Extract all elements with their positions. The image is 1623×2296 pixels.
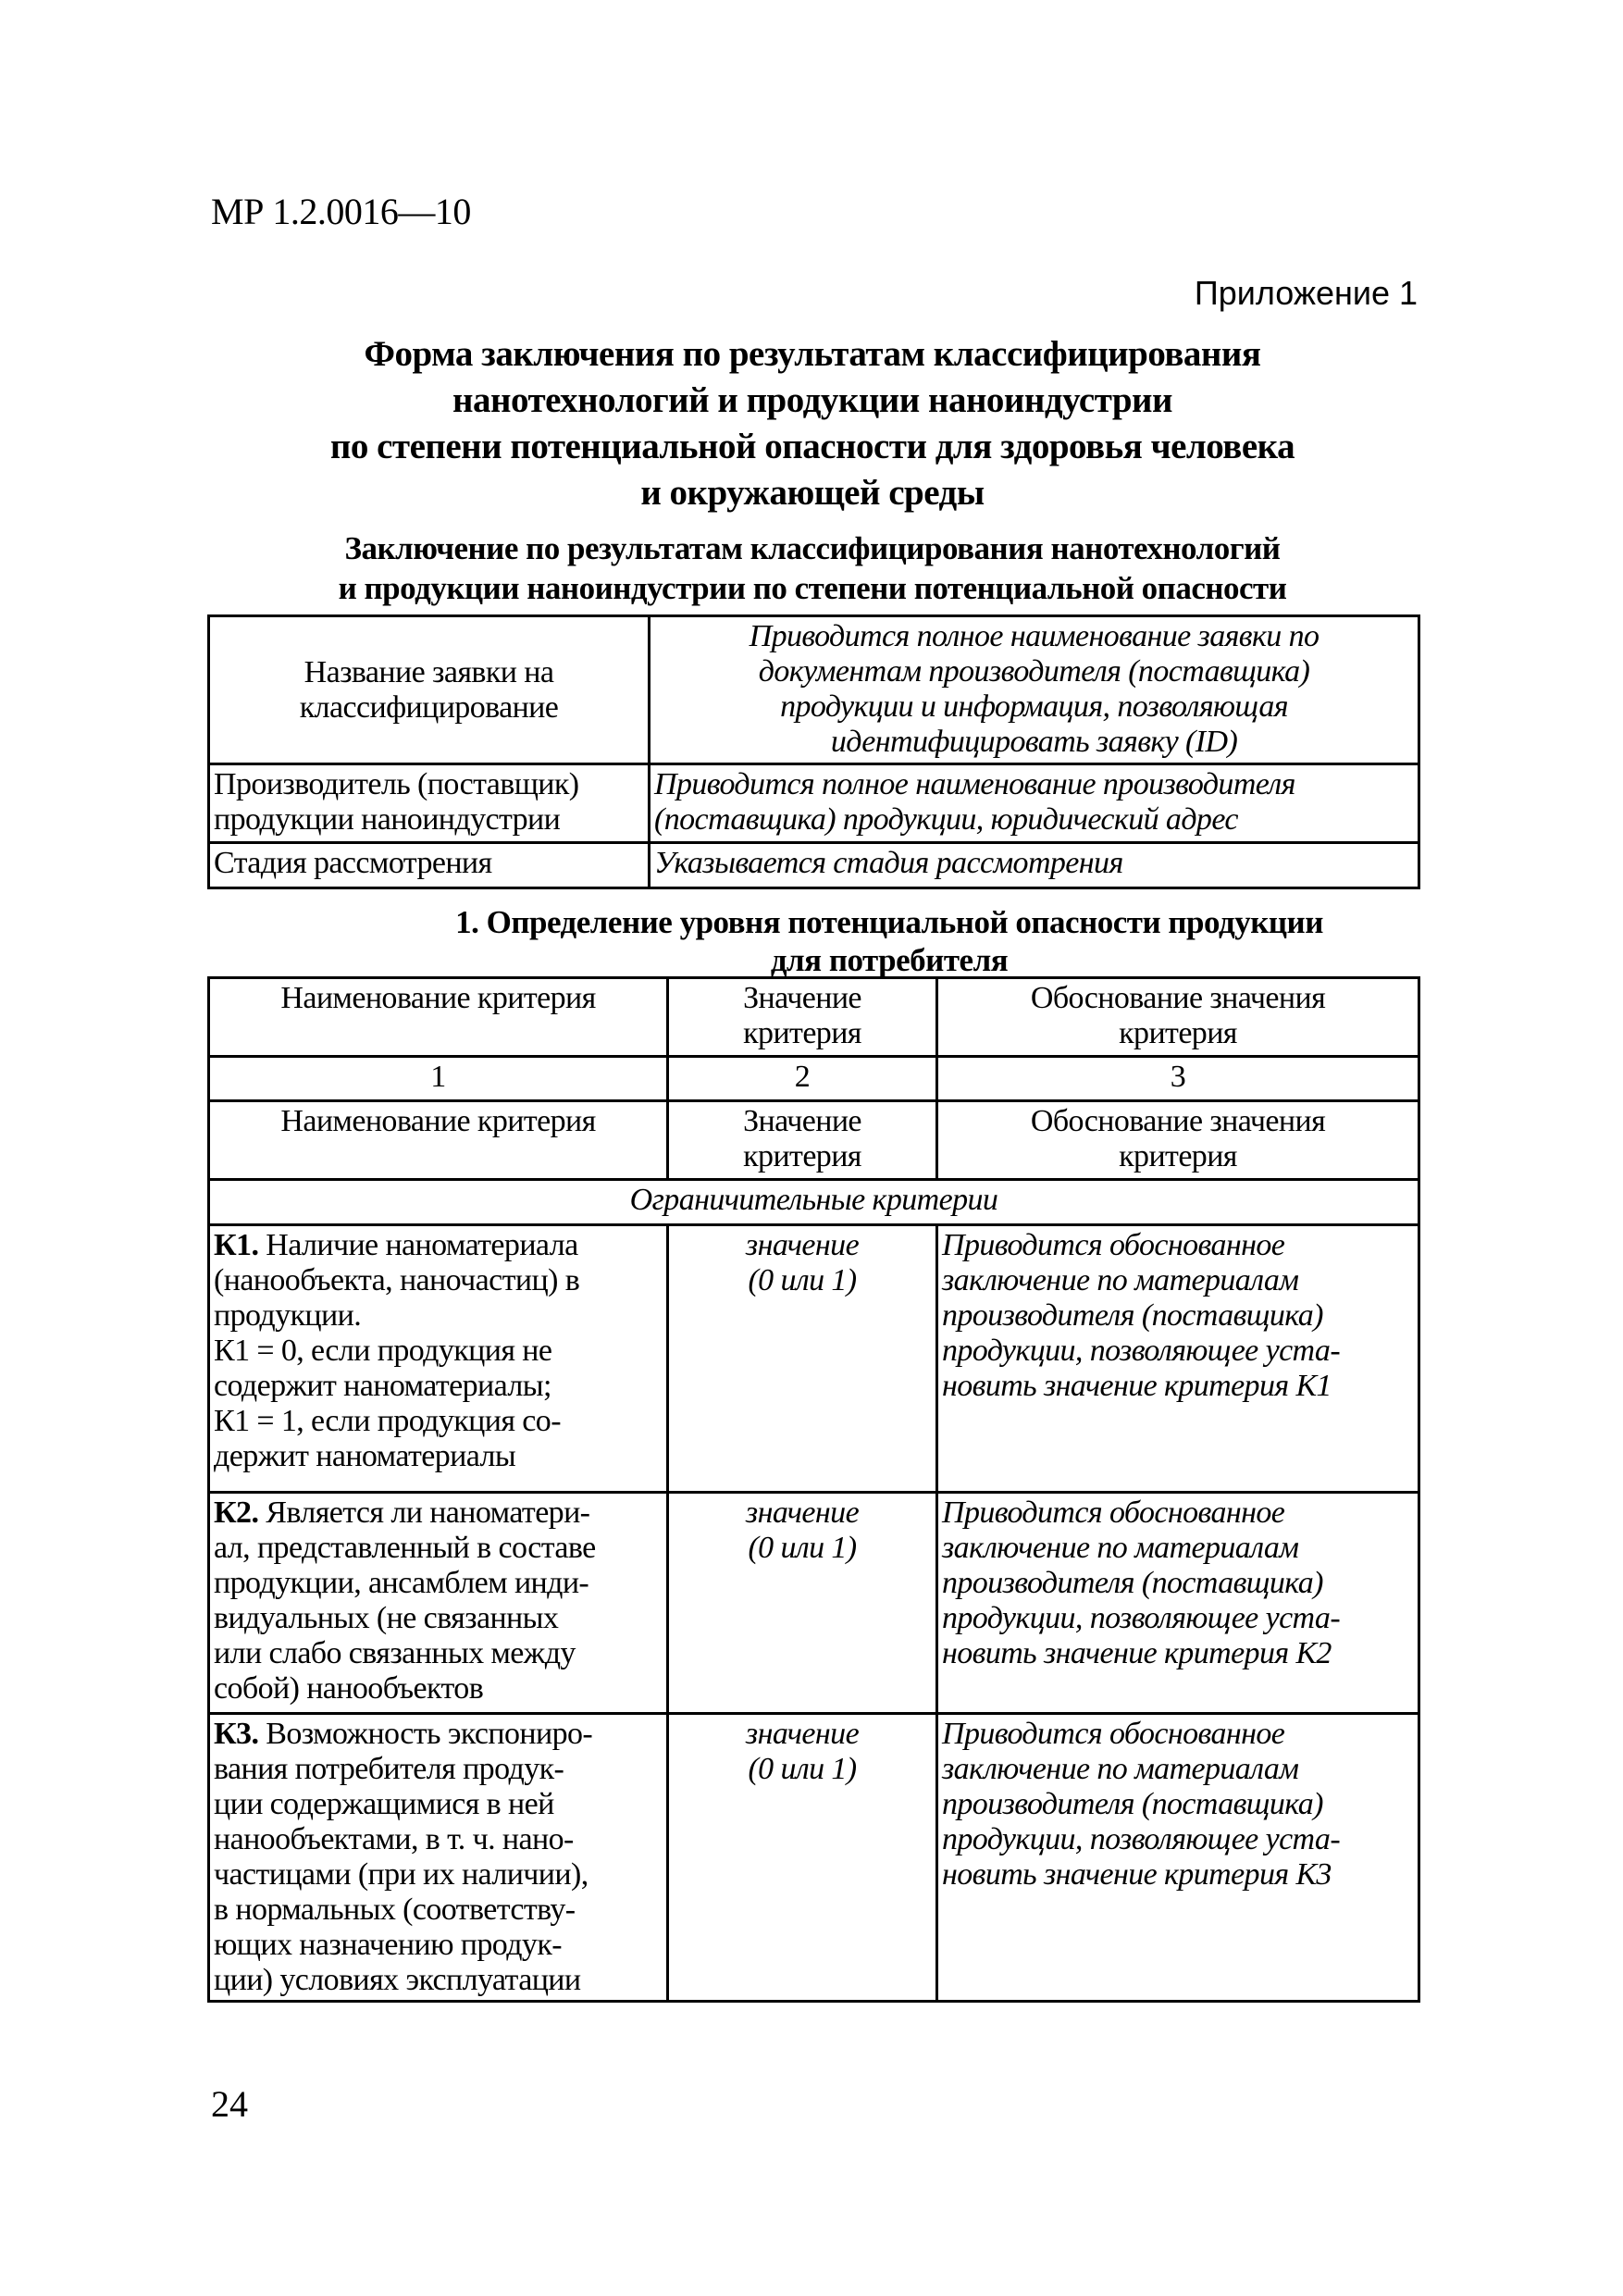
criterion-code: К1. (214, 1228, 259, 1262)
info-value: Приводится полное наименование производителя (поставщика) продукции, юридический адрес (650, 764, 1419, 843)
header-row (209, 978, 1419, 1057)
table-row (209, 764, 1419, 843)
column-header: Обоснование значения критерия (937, 1101, 1419, 1180)
info-label: Производитель (поставщик) продукции наноиндустрии (209, 764, 650, 843)
column-header: Обоснование значения критерия (937, 978, 1419, 1057)
criterion-value: значение (0 или 1) (668, 1225, 937, 1493)
criterion-name (209, 1493, 668, 1714)
column-number: 3 (937, 1057, 1419, 1101)
header-row-repeat (209, 1101, 1419, 1180)
column-header: Наименование критерия (209, 1101, 668, 1180)
column-header: Значение критерия (668, 978, 937, 1057)
info-value: Приводится полное наименование заявки по документам производителя (поставщика) продукции и информация, позволяющая идентифицировать заявку (ID) (650, 616, 1419, 764)
criterion-code: К2. (214, 1496, 259, 1530)
criterion-text: Возможность экспониро- вания потребителя продук- ции содержащимися в ней нанообъектами, в т. ч. нано- частицами (при их наличии), в нормальных (соответству- ющих назначению продук- ции) условиях эксплуатации (214, 1717, 593, 1997)
column-number: 2 (668, 1057, 937, 1101)
criterion-value: значение (0 или 1) (668, 1714, 937, 2002)
column-number: 1 (209, 1057, 668, 1101)
criterion-justification: Приводится обоснованное заключение по материалам производителя (поставщика) продукции, позволяющее уста- новить значение критерия К2 (937, 1493, 1419, 1714)
criterion-justification: Приводится обоснованное заключение по материалам производителя (поставщика) продукции, позволяющее уста- новить значение критерия К1 (937, 1225, 1419, 1493)
conclusion-subtitle: Заключение по результатам классифицирования нанотехнологий и продукции наноиндустрии по степени потенциальной опасности (338, 530, 1287, 606)
table-row (209, 843, 1419, 888)
criterion-code: К3. (214, 1717, 259, 1751)
group-row (209, 1180, 1419, 1225)
section-heading: 1. Определение уровня потенциальной опасности продукции для потребителя (455, 904, 1323, 978)
table-row (209, 616, 1419, 764)
column-header: Значение критерия (668, 1101, 937, 1180)
criteria-table (207, 976, 1420, 2003)
criterion-text: Наличие наноматериала (нанообъекта, наночастиц) в продукции. К1 = 0, если продукция не содержит наноматериалы; К1 = 1, если продукция со- держит наноматериалы (214, 1228, 580, 1473)
criterion-name (209, 1714, 668, 2002)
criterion-justification: Приводится обоснованное заключение по материалам производителя (поставщика) продукции, позволяющее уста- новить значение критерия К3 (937, 1714, 1419, 2002)
table-row (209, 1225, 1419, 1493)
info-value: Указывается стадия рассмотрения (650, 843, 1419, 888)
criterion-text: Является ли наноматери- ал, представленный в составе продукции, ансамблем инди- видуальных (не связанных или слабо связанных между собой) нанообъектов (214, 1496, 596, 1706)
page-number: 24 (211, 2083, 248, 2125)
table-row (209, 1493, 1419, 1714)
criterion-name (209, 1225, 668, 1493)
document-code: МР 1.2.0016—10 (211, 191, 471, 232)
column-header: Наименование критерия (209, 978, 668, 1057)
page-title: Форма заключения по результатам классифицирования нанотехнологий и продукции наноиндустрии по степени потенциальной опасности для здоровья человека и окружающей среды (329, 334, 1295, 513)
application-info-table (207, 614, 1420, 889)
column-number-row (209, 1057, 1419, 1101)
group-label: Ограничительные критерии (209, 1180, 1419, 1225)
table-row (209, 1714, 1419, 2002)
info-label: Стадия рассмотрения (209, 843, 650, 888)
info-label: Название заявки на классифицирование (209, 616, 650, 764)
appendix-label: Приложение 1 (1194, 274, 1418, 312)
criterion-value: значение (0 или 1) (668, 1493, 937, 1714)
